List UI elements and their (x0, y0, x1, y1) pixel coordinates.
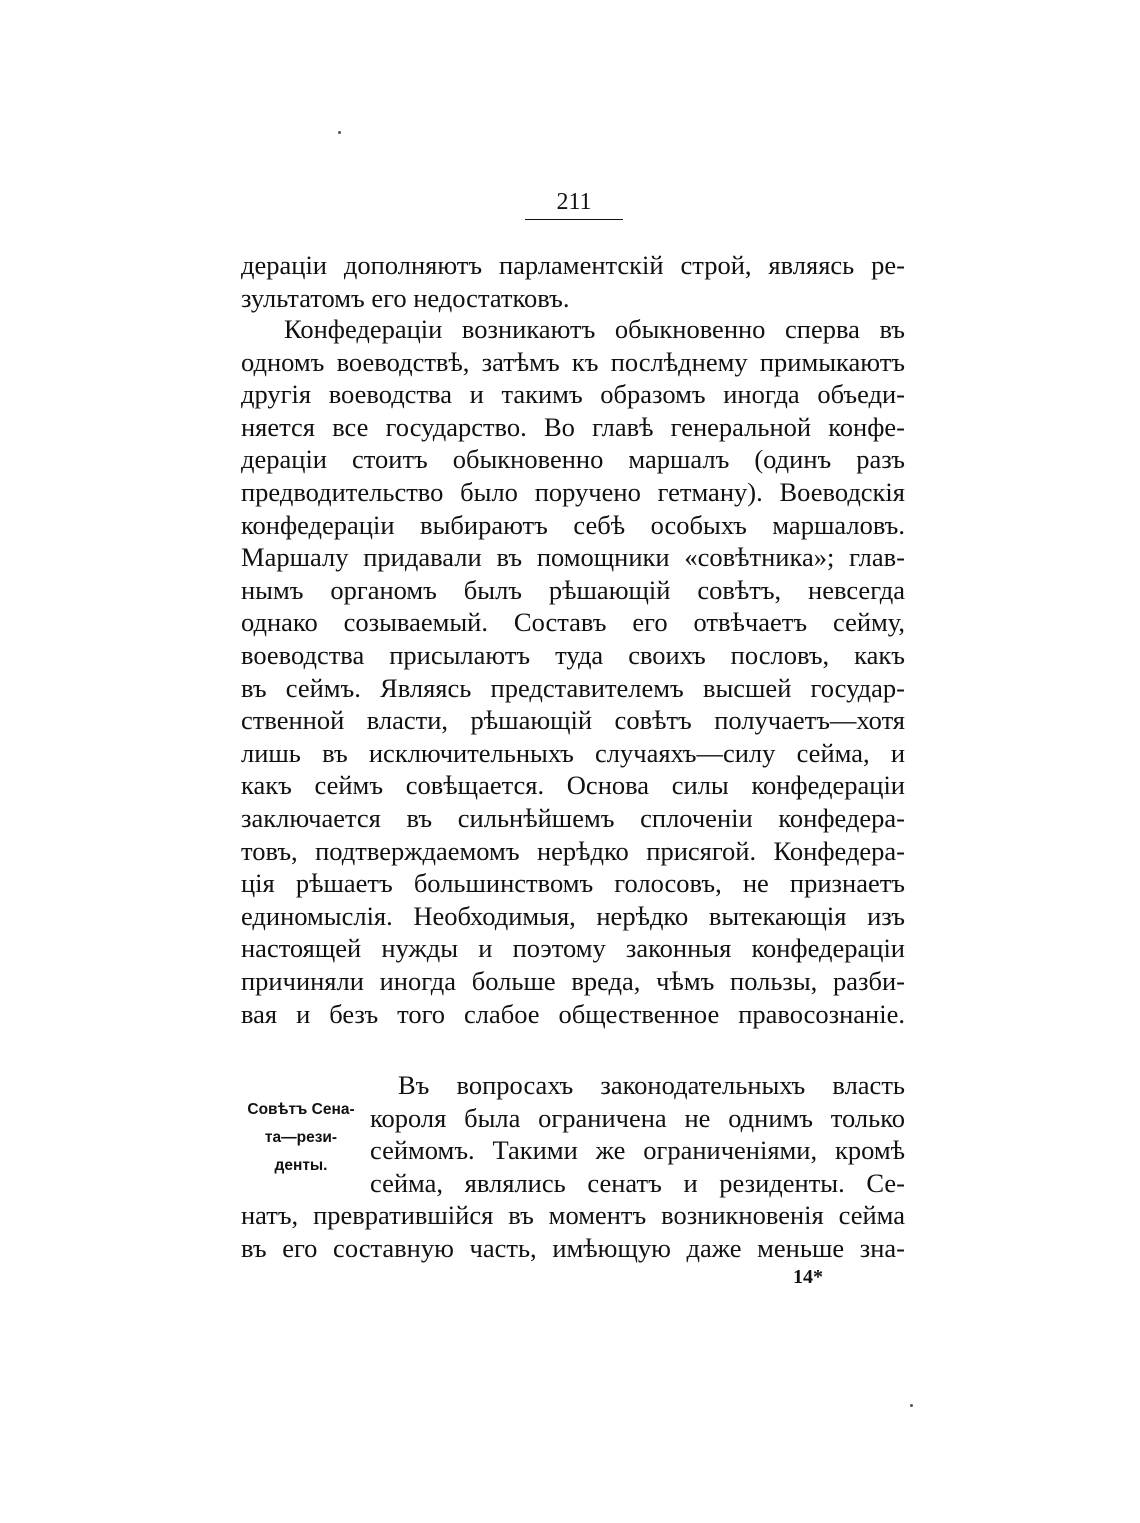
text-line: предводительство было поручено гетману). Воеводскія (241, 477, 905, 507)
text-line: дераціи стоитъ обыкновенно маршалъ (одинъ разъ (241, 444, 905, 475)
text-line: единомыслія. Необходимыя, нерѣдко вытекающія изъ (241, 900, 905, 931)
margin-note (240, 1096, 362, 1180)
text-line: няется все государство. Во главѣ генеральной конфе- (241, 411, 905, 442)
text-line: какъ сеймъ совѣщается. Основа силы конфедераціи (241, 770, 905, 801)
text-line: ственной власти, рѣшающій совѣтъ получаетъ—хотя (241, 705, 905, 736)
signature-mark: 14* (793, 1266, 823, 1288)
text-line: другія воеводства и такимъ образомъ иногда объеди- (241, 379, 905, 410)
text-line: дераціи дополняютъ парламентскій строй, являясь ре- (241, 250, 905, 280)
margin-note-line: денты. (274, 1157, 328, 1174)
text-line: зультатомъ его недостатковъ. (241, 282, 570, 313)
text-line: Конфедераціи возникаютъ обыкновенно сперва въ (284, 314, 905, 344)
text-line: однако созываемый. Составъ его отвѣчаетъ сейму, (241, 607, 905, 638)
text-line: заключается въ сильнѣйшемъ сплоченіи конфедера- (241, 803, 905, 833)
text-line: причиняли иногда больше вреда, чѣмъ пользы, разби- (241, 966, 905, 996)
text-line: воеводства присылаютъ туда своихъ пословъ, какъ (241, 640, 905, 670)
text-line: одномъ воеводствѣ, затѣмъ къ послѣднему примыкаютъ (241, 346, 905, 377)
text-line: Въ вопросахъ законодательныхъ власть (398, 1070, 905, 1100)
text-line: Маршалу придавали въ помощники «совѣтника»; глав- (241, 542, 905, 573)
scan-speck (910, 1404, 913, 1407)
text-line: натъ, превратившійся въ моментъ возникновенія сейма (241, 1200, 905, 1231)
text-line: ція рѣшаетъ большинствомъ голосовъ, не признаетъ (241, 868, 905, 899)
text-line: нымъ органомъ былъ рѣшающій совѣтъ, невсегда (241, 574, 905, 605)
scan-speck (338, 131, 341, 134)
margin-note-line: та—рези- (264, 1129, 338, 1146)
text-line: сеймомъ. Такими же ограниченіями, кромѣ (370, 1135, 905, 1166)
text-line: вая и безъ того слабое общественное правосознаніе. (241, 998, 905, 1029)
text-line: въ его составную часть, имѣющую даже меньше зна- (241, 1233, 905, 1263)
text-line: лишь въ исключительныхъ случаяхъ—силу сейма, и (241, 737, 905, 768)
text-line: короля была ограничена не однимъ только (370, 1102, 905, 1133)
text-line: сейма, являлись сенатъ и резиденты. Се- (370, 1167, 905, 1198)
page-number-rule (525, 219, 623, 220)
text-line: въ сеймъ. Являясь представителемъ высшей государ- (241, 672, 905, 703)
text-line: конфедераціи выбираютъ себѣ особыхъ маршаловъ. (241, 509, 905, 540)
margin-note-line: Совѣтъ Сена- (247, 1101, 355, 1118)
text-line: товъ, подтверждаемомъ нерѣдко присягой. Конфедера- (241, 835, 905, 866)
page-number: 211 (556, 189, 592, 215)
text-line: настоящей нужды и поэтому законныя конфедераціи (241, 933, 905, 964)
